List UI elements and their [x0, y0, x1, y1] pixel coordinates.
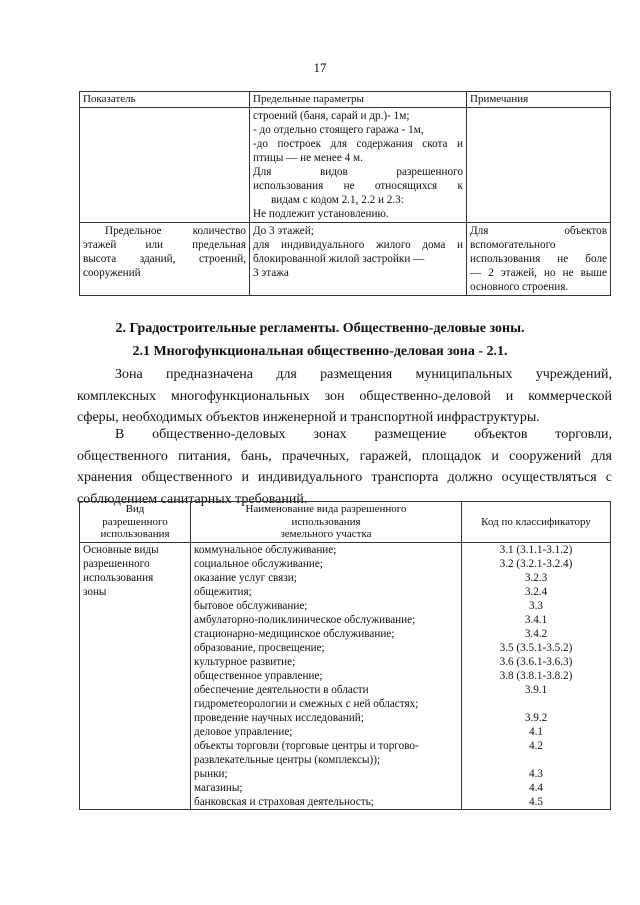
- cell-code: 4.3: [462, 767, 611, 781]
- cell-code: 4.4: [462, 781, 611, 795]
- table-row: [80, 739, 611, 753]
- table-row: [80, 711, 611, 725]
- cell-group: [80, 767, 191, 781]
- text-line: хранения общественного и индивидуального транспорта должно осуществляться с: [77, 470, 612, 485]
- header-code: Код по классификатору: [462, 502, 611, 543]
- table-row: [80, 753, 611, 767]
- header-use-type: [80, 502, 191, 543]
- requirements-paragraph: [77, 424, 612, 510]
- text-line: этажей или предельная: [83, 239, 246, 251]
- text-line: 3 этажа: [253, 267, 289, 279]
- text-line: В общественно-деловых зонах размещение объектов торговли,: [115, 427, 612, 442]
- text-line: Для объектов: [470, 225, 607, 237]
- cell-empty: [80, 108, 250, 223]
- text-line: использования: [100, 528, 170, 540]
- table-row: [80, 697, 611, 711]
- cell-use-name: гидрометеорологии и смежных с ней областях;: [191, 697, 462, 711]
- cell-group: [80, 795, 191, 810]
- cell-group: [80, 739, 191, 753]
- cell-use-name: стационарно-медицинское обслуживание;: [191, 627, 462, 641]
- cell-use-name: проведение научных исследований;: [191, 711, 462, 725]
- cell-floors-label: [80, 223, 250, 296]
- text-line: Не подлежит установлению.: [253, 208, 389, 220]
- text-line: высота зданий, строений,: [83, 253, 246, 265]
- cell-group: [80, 697, 191, 711]
- cell-code: 3.2.3: [462, 571, 611, 585]
- cell-use-name: обеспечение деятельности в области: [191, 683, 462, 697]
- cell-code: 3.2.4: [462, 585, 611, 599]
- header-indicator: Показатель: [80, 92, 250, 108]
- cell-use-name: банковская и страховая деятельность;: [191, 795, 462, 810]
- text-line: Для видов разрешенного: [253, 166, 463, 178]
- header-limits: Предельные параметры: [250, 92, 467, 108]
- cell-group: [80, 641, 191, 655]
- table-row: [80, 585, 611, 599]
- cell-use-name: коммунальное обслуживание;: [191, 542, 462, 557]
- cell-code: 3.3: [462, 599, 611, 613]
- cell-group: разрешенного: [80, 557, 191, 571]
- cell-floors-value: [250, 223, 467, 296]
- cell-use-name: объекты торговли (торговые центры и торгово-: [191, 739, 462, 753]
- text-line: разрешенного: [102, 515, 168, 528]
- cell-use-name: оказание услуг связи;: [191, 571, 462, 585]
- text-line: Зона предназначена для размещения муниципальных учреждений,: [115, 367, 612, 382]
- cell-code: 3.6 (3.6.1-3.6.3): [462, 655, 611, 669]
- text-line: Предельное количество: [105, 225, 246, 237]
- cell-use-name: образование, просвещение;: [191, 641, 462, 655]
- cell-code: [462, 753, 611, 767]
- text-line: вспомогательного: [470, 239, 556, 251]
- cell-code: 3.5 (3.5.1-3.5.2): [462, 641, 611, 655]
- text-line: земельного участка: [280, 528, 372, 540]
- cell-use-name: социальное обслуживание;: [191, 557, 462, 571]
- cell-group: [80, 613, 191, 627]
- table1-row: [80, 108, 611, 223]
- text-line: строений (баня, сарай и др.)- 1м;: [253, 110, 410, 122]
- cell-code: 3.8 (3.8.1-3.8.2): [462, 669, 611, 683]
- table-row: [80, 795, 611, 810]
- text-line: До 3 этажей;: [253, 225, 314, 237]
- text-line: соблюдением санитарных требований.: [77, 491, 308, 507]
- cell-group: [80, 683, 191, 697]
- text-line: видам с кодом 2.1, 2.2 и 2.3:: [271, 194, 404, 206]
- cell-group: [80, 655, 191, 669]
- text-line: — 2 этажей, но не выше: [470, 267, 607, 279]
- cell-use-name: развлекательные центры (комплексы));: [191, 753, 462, 767]
- zone-purpose-paragraph: [77, 364, 612, 429]
- page-number: 17: [313, 60, 327, 75]
- text-line: использования не относящихся к: [253, 180, 463, 192]
- table-row: [80, 571, 611, 585]
- header-notes: Примечания: [467, 92, 611, 108]
- text-line: общественного питания, бань, прачечных, гаражей, площадок и сооружений для: [77, 448, 612, 464]
- cell-code: 4.2: [462, 739, 611, 753]
- cell-group: [80, 599, 191, 613]
- text-line: - до отдельно стоящего гаража - 1м,: [253, 124, 424, 136]
- table1-row: [80, 223, 611, 296]
- text-line: использования: [291, 515, 361, 528]
- table-row: [80, 683, 611, 697]
- table-row: [80, 725, 611, 739]
- table-row: [80, 767, 611, 781]
- section-heading: 2. Градостроительные регламенты. Общественно-деловые зоны.: [115, 321, 525, 336]
- cell-code: 4.1: [462, 725, 611, 739]
- cell-code: 3.9.2: [462, 711, 611, 725]
- text-line: сферы, необходимых объектов инженерной и транспортной инфраструктуры.: [77, 410, 540, 425]
- cell-use-name: общежития;: [191, 585, 462, 599]
- cell-group: [80, 753, 191, 767]
- text-line: сооружений: [83, 267, 141, 279]
- cell-empty: [467, 108, 611, 223]
- cell-use-name: культурное развитие;: [191, 655, 462, 669]
- table-row: [80, 781, 611, 795]
- cell-code: [462, 697, 611, 711]
- cell-group: [80, 669, 191, 683]
- cell-use-name: бытовое обслуживание;: [191, 599, 462, 613]
- text-line: -до построек для содержания скота и: [253, 138, 463, 150]
- header-use-name: [191, 502, 462, 543]
- cell-group: зоны: [80, 585, 191, 599]
- cell-group: Основные виды: [80, 542, 191, 557]
- cell-use-name: деловое управление;: [191, 725, 462, 739]
- table-row: [80, 655, 611, 669]
- cell-distances: [250, 108, 467, 223]
- cell-floors-note: [467, 223, 611, 296]
- cell-code: 3.4.2: [462, 627, 611, 641]
- table-row: [80, 669, 611, 683]
- text-line: Вид: [125, 503, 145, 515]
- table-row: [80, 557, 611, 571]
- cell-code: 3.4.1: [462, 613, 611, 627]
- text-line: комплексных многофункциональных зон общественно-деловой и коммерческой: [77, 388, 612, 404]
- table-row: [80, 599, 611, 613]
- cell-code: 3.9.1: [462, 683, 611, 697]
- table-row: [80, 641, 611, 655]
- cell-group: [80, 725, 191, 739]
- cell-use-name: магазины;: [191, 781, 462, 795]
- cell-code: 3.2 (3.2.1-3.2.4): [462, 557, 611, 571]
- text-line: использования не боле: [470, 253, 607, 265]
- subsection-heading: 2.1 Многофункциональная общественно-деловая зона - 2.1.: [132, 344, 508, 359]
- text-line: основного строения.: [470, 281, 569, 293]
- cell-use-name: рынки;: [191, 767, 462, 781]
- text-line: для индивидуального жилого дома и: [253, 239, 463, 251]
- land-use-table: [79, 501, 611, 810]
- cell-code: 3.1 (3.1.1-3.1.2): [462, 542, 611, 557]
- parameters-table: [79, 91, 611, 296]
- cell-use-name: общественное управление;: [191, 669, 462, 683]
- cell-group: [80, 627, 191, 641]
- cell-group: использования: [80, 571, 191, 585]
- text-line: блокированной жилой застройки —: [253, 253, 425, 265]
- cell-group: [80, 781, 191, 795]
- text-line: Наименование вида разрешенного: [245, 503, 407, 515]
- table-row: [80, 542, 611, 557]
- cell-code: 4.5: [462, 795, 611, 810]
- table-row: [80, 613, 611, 627]
- cell-group: [80, 711, 191, 725]
- text-line: птицы — не менее 4 м.: [253, 152, 363, 164]
- cell-use-name: амбулаторно-поликлиническое обслуживание;: [191, 613, 462, 627]
- table-row: [80, 627, 611, 641]
